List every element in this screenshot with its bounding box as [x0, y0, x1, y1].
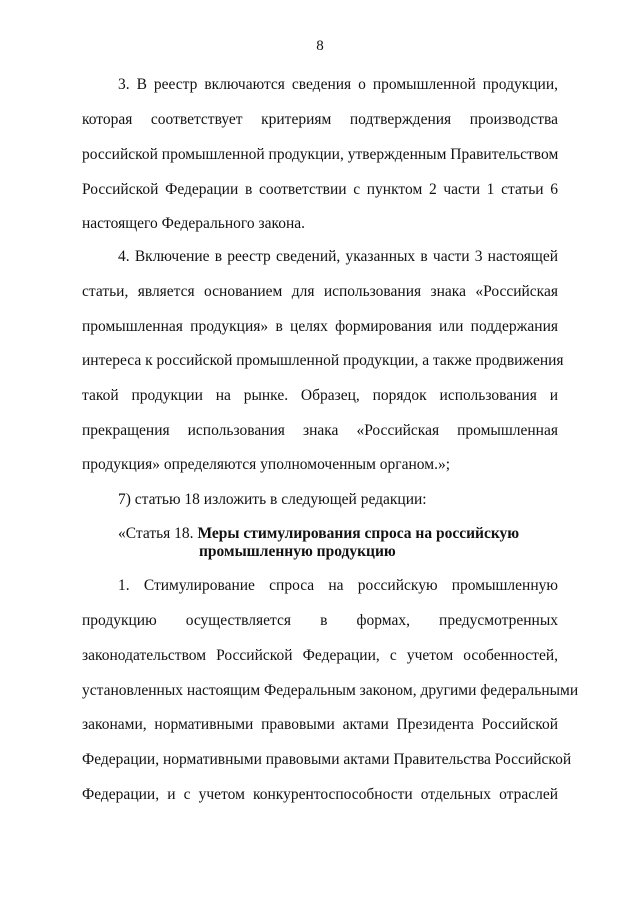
- word: подтверждения: [349, 111, 452, 128]
- word: использования: [439, 387, 537, 404]
- text-line: законами, нормативными правовыми актами Президента Российской: [82, 716, 558, 733]
- text-line: российской промышленной продукции, утвержденным Правительством: [82, 146, 559, 163]
- word: которая: [82, 111, 133, 128]
- section-1-line-4: [82, 682, 579, 700]
- word: в: [320, 612, 328, 629]
- word: Стимулирование: [143, 577, 255, 594]
- word: и: [549, 387, 558, 404]
- paragraph-3-line-2: [82, 111, 558, 129]
- section-1-line-7: [82, 786, 558, 804]
- word: продукции: [131, 387, 203, 404]
- section-1-line-1: [118, 577, 558, 595]
- section-1-line-2: [82, 612, 558, 630]
- word: такой: [82, 387, 119, 404]
- word: рынке.: [243, 387, 289, 404]
- word: продукцию: [82, 612, 157, 629]
- section-1-line-5: [82, 716, 558, 734]
- word: использования: [187, 422, 285, 439]
- text-line: Федерации, нормативными правовыми актами Правительства Российской: [82, 751, 572, 768]
- word: производства: [469, 111, 558, 128]
- paragraph-4-line-1: [118, 248, 558, 266]
- word: российскую: [357, 577, 438, 594]
- word: соответствует: [150, 111, 243, 128]
- paragraph-3-line-1: [118, 76, 558, 94]
- paragraph-3-line-5: настоящего Федерального закона.: [82, 215, 306, 232]
- page-number: 8: [316, 38, 324, 54]
- paragraph-4-line-7: продукция» определяются уполномоченным органом.»;: [82, 456, 451, 473]
- item-7-text: 7) статью 18 изложить в следующей редакции:: [118, 491, 427, 508]
- article-label: «Статья 18.: [118, 525, 198, 542]
- text-line: Российской Федерации в соответствии с пунктом 2 части 1 статьи 6: [82, 181, 558, 198]
- text-line: промышленная продукция» в целях формирования или поддержания: [82, 318, 558, 335]
- word: предусмотренных: [439, 612, 558, 629]
- word: прекращения: [82, 422, 170, 439]
- paragraph-4-line-5: [82, 387, 558, 405]
- text-line: 4. Включение в реестр сведений, указанных в части 3 настоящей: [118, 248, 558, 265]
- text-line: 3. В реестр включаются сведения о промышленной продукции,: [118, 76, 558, 93]
- word: промышленная: [457, 422, 558, 439]
- word: спроса: [269, 577, 315, 594]
- text-line: интереса к российской промышленной продукции, а также продвижения: [82, 352, 564, 369]
- word: знака: [302, 422, 339, 439]
- paragraph-4-line-3: [82, 318, 558, 336]
- text-line: установленных настоящим Федеральным законом, другими федеральными: [82, 682, 579, 699]
- word: 1.: [118, 577, 130, 594]
- paragraph-3-line-3: [82, 146, 558, 164]
- section-1-line-3: [82, 647, 558, 665]
- word: формах,: [356, 612, 410, 629]
- word: «Российская: [356, 422, 440, 439]
- article-heading-line-1: [118, 525, 519, 543]
- word: Образец,: [300, 387, 360, 404]
- paragraph-4-line-4: [82, 352, 564, 370]
- section-1-line-6: [82, 751, 572, 769]
- word: промышленную: [451, 577, 558, 594]
- word: порядок: [372, 387, 427, 404]
- word: на: [215, 387, 231, 404]
- word: на: [328, 577, 344, 594]
- article-title: Меры стимулирования спроса на российскую: [197, 525, 520, 542]
- text-line: Федерации, и с учетом конкурентоспособности отдельных отраслей: [82, 786, 558, 803]
- paragraph-4-line-2: [82, 283, 558, 301]
- word: осуществляется: [185, 612, 291, 629]
- paragraph-3-line-4: [82, 181, 558, 199]
- word: критериям: [261, 111, 332, 128]
- text-line: статьи, является основанием для использования знака «Российская: [82, 283, 558, 300]
- paragraph-4-line-6: [82, 422, 558, 440]
- article-heading-line-2: промышленную продукцию: [199, 543, 396, 560]
- text-line: законодательством Российской Федерации, с учетом особенностей,: [82, 647, 558, 664]
